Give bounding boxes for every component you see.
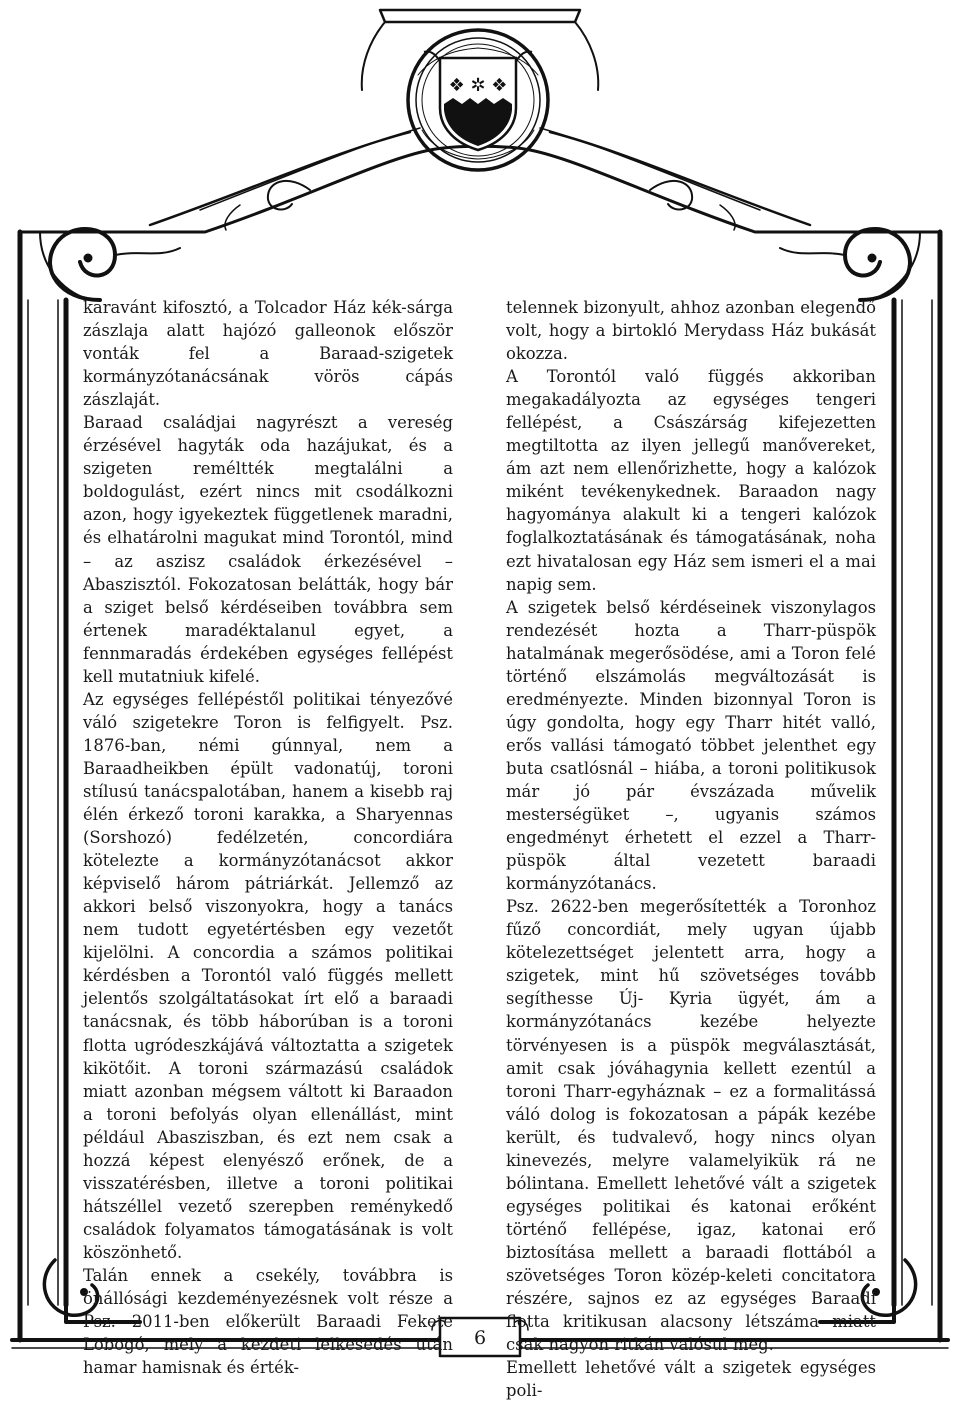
- paragraph: Az egységes fellépéstől politikai tényezővé váló szigetekre Toron is felfigyelt. Psz. 1876-ban, némi gúnnyal, nem a Baraadheikben épült vadonatúj, toroni stílusú tanácspalotában, hanem a kisebb raj élén érkező toroni karakka, a Sharyennas (Sorshozó) fedélzetén, concordiára kötelezte a kormányzótanácsot akkor képviselő három pátriárkát. Jellemző az akkori belső viszonyokra, hogy a tanács nem tudott egyetértésben egy vezetőt kijelölni. A concordia a számos politikai kérdésben a Torontól való függés mellett jelentős szolgáltatásokat írt elő a baraadi tanácsnak, és több háborúban is a toroni flotta ugródeszkájává változtatta a szigetek kikötőit. A toroni származású családok miatt azonban mégsem váltott ki Baraadon a toroni befolyás olyan ellenállást, mint például Abasziszban, és ezt nem csak a hozzá képest elenyésző erőnek, de a visszatérésben, illetve a toroni politikai hátszéllel vezető szerepben reménykedő családok folyamatos támogatásának is volt köszönhető.: [83, 689, 453, 1262]
- paragraph: Psz. 2622-ben megerősítették a Toronhoz fűző concordiát, mely ugyan újabb kötelezettséget jelentett arra, hogy a szigetek, mint hű szövetséges tovább segíthesse Új- Kyria ügyét, ám a kormányzótanács kezébe helyezte törvényesen is a püspök megválasztását, amit csak jóváhagynia kellett ezentúl a toroni Tharr-egyháznak – ez a formalitássá váló dolog is fokozatosan a pápák kezébe került, és tudvalevő, hogy nincs olyan kinevezés, melyre valamelyikük rá ne bólintana. Emellett lehetővé vált a szigetek egységes politikai és katonai erőként történő fellépése, igaz, katonai erő biztosítása mellett a baraadi flottából a szövetséges Toron közép-keleti concitatora részére, sajnos ez az egységes Baraadi flotta kritikusan alacsony létszáma miatt csak nagyon ritkán valósul meg.: [506, 897, 876, 1355]
- left-column: [83, 296, 453, 1379]
- paragraph: karavánt kifosztó, a Tolcador Ház kék-sárga zászlaja alatt hajózó galleonok először vonták fel a Baraad-szigetek kormányzótanácsának vörös cápás zászlaját.: [83, 298, 453, 410]
- crest-shield: [424, 51, 532, 150]
- paragraph: A Torontól való függés akkoriban megakadályozta az egységes tengeri fellépést, a Császárság kifejezetten megtiltotta az ilyen jellegű manővereket, ám azt nem ellenőrizhette, hogy a kalózok miként tevékenykednek. Baraadon nagy hagyománya alakult ki a tengeri kalózok foglalkoztatásának és támogatásának, noha ezt hivatalosan egy Ház sem ismeri el a mai napig sem.: [506, 367, 876, 594]
- page-number: 6: [473, 1327, 487, 1349]
- paragraph: telennek bizonyult, ahhoz azonban elegendő volt, hogy a birtokló Merydass Ház bukását okozza.: [506, 298, 876, 364]
- paragraph: Baraad családjai nagyrészt a vereség érzésével hagyták oda hazájukat, és a szigeten reméltték megtalálni a boldogulást, ezért nincs mit csodálkozni azon, hogy igyekeztek függetlenek maradni, és elhatárolni magukat mind Torontól, mind – az aszisz családok érkezésével – Abaszisztól. Fokozatosan belátták, hogy bár a sziget belső kérdéseiben továbbra sem értenek maradéktalanul egyet, a fennmaradás érdekében egységes fellépést kell mutatniuk kifelé.: [83, 413, 453, 686]
- paragraph: A szigetek belső kérdéseinek viszonylagos rendezését hozta a Tharr-püspök hatalmának megerősödése, ami a Toron felé történő elszámolás megváltozását is eredményezte. Minden bizonnyal Toron is úgy gondolta, hogy egy Tharr hitét valló, erős vallási támogató többet jelenthet egy buta csatlósnál – hiába, a toroni politikusok már jó pár évszázada művelik mesterségüket –, ugyanis számos engedményt érhetett el ezzel a Tharr-püspök által vezetett baraadi kormányzótanács.: [506, 597, 876, 894]
- right-column: [506, 296, 876, 1402]
- svg-text:❖ ✲ ❖: ❖ ✲ ❖: [448, 75, 508, 96]
- paragraph: Emellett lehetővé vált a szigetek egységes poli-: [506, 1358, 876, 1401]
- corner-scroll-top-left: [40, 229, 180, 300]
- paragraph: Talán ennek a csekély, továbbra is önállósági kezdeményezésnek volt része a Psz. 2011-ben előkerült Baraadi Fekete Lobogó, mely a kezdeti lelkesedés után hamar hamisnak és érték-: [83, 1265, 453, 1378]
- corner-scroll-top-right: [780, 229, 920, 300]
